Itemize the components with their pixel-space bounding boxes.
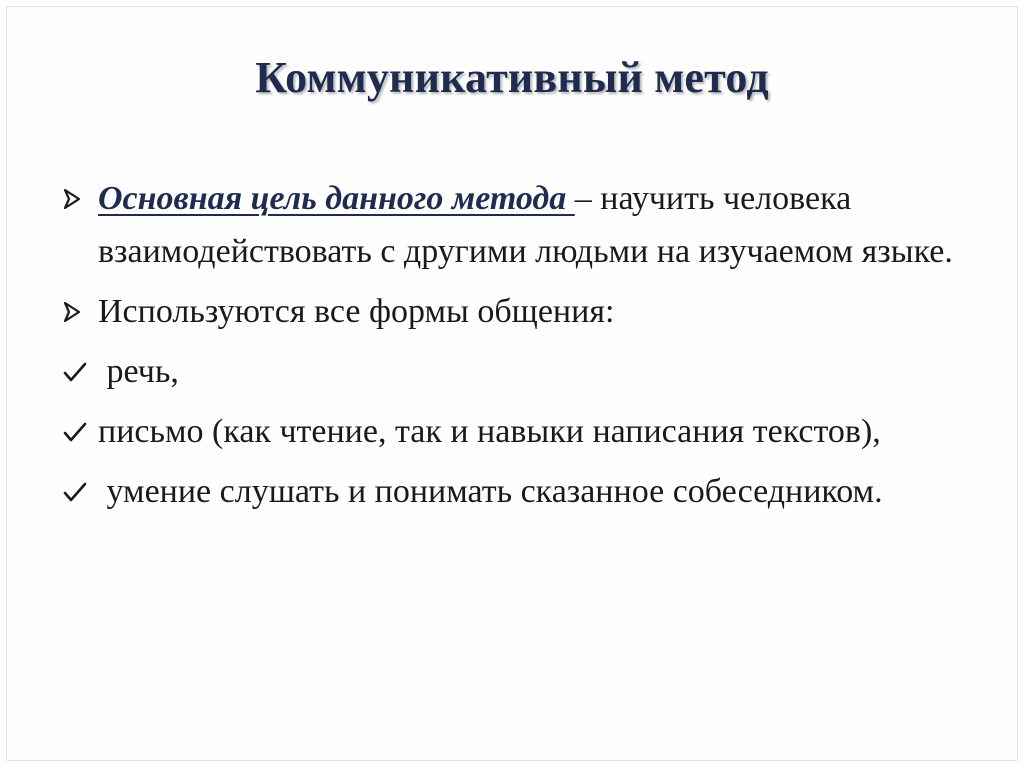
list-item <box>62 465 982 518</box>
list-item <box>62 285 982 338</box>
check-icon <box>62 345 98 398</box>
list-item-text: письмо (как чтение, так и навыки написания текстов), <box>98 413 881 450</box>
list-item-text: умение слушать и понимать сказанное собеседником. <box>98 473 883 510</box>
goal-text: – научить человека взаимодействовать с другими людьми на изучаемом языке. <box>98 180 953 270</box>
check-icon <box>62 465 98 518</box>
goal-emphasis: Основная цель данного метода <box>98 180 575 217</box>
list-item <box>62 405 982 458</box>
list-item <box>62 172 982 278</box>
list-item-text: речь, <box>98 353 179 390</box>
list-item-text: Используются все формы общения: <box>98 293 615 330</box>
check-icon <box>62 405 98 458</box>
list-item <box>62 345 982 398</box>
slide-title: Коммуникативный метод <box>255 53 769 102</box>
list-item-text <box>98 172 982 278</box>
arrow-bullet-icon <box>62 285 98 338</box>
arrow-bullet-icon <box>62 172 98 225</box>
bullet-list <box>62 172 982 525</box>
